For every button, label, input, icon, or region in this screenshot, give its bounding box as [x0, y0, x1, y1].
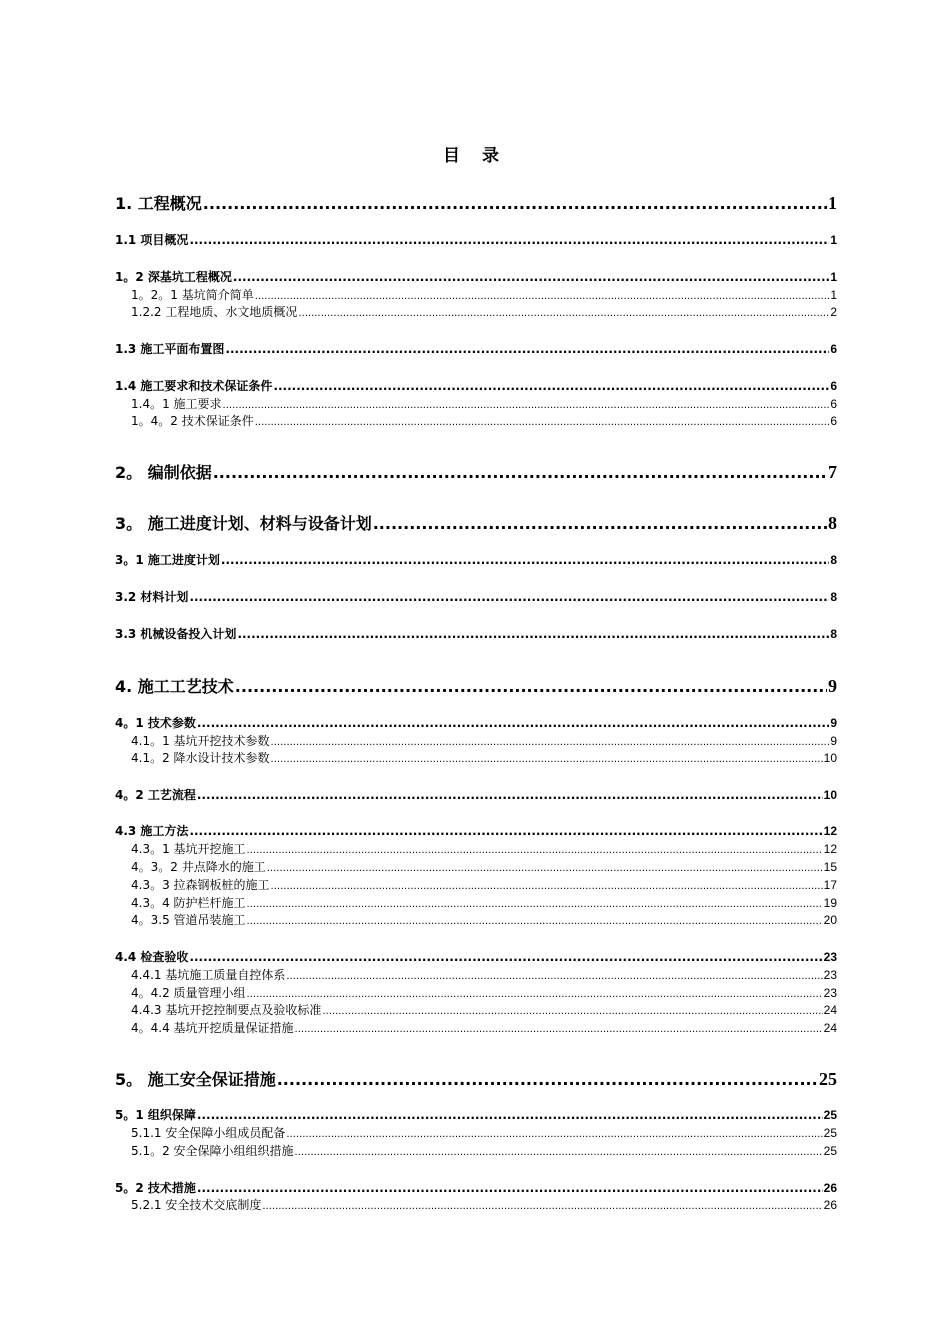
- toc-entry-level3[interactable]: [115, 985, 837, 1001]
- toc-entry-level3[interactable]: [115, 287, 837, 303]
- toc-entry-title: 1。2 深基坑工程概况: [115, 270, 232, 284]
- toc-page-number: 25: [823, 1126, 837, 1140]
- toc-page-number: 19: [823, 896, 837, 910]
- toc-entry-title: 4。3。2 井点降水的施工: [131, 860, 266, 874]
- toc-entry-title: 4。3.5 管道吊装施工: [131, 913, 246, 927]
- toc-entry-level3[interactable]: [115, 750, 837, 766]
- toc-entry-level2[interactable]: [115, 552, 837, 568]
- toc-dot-leader: [223, 396, 830, 414]
- toc-entry-level3[interactable]: [115, 912, 837, 928]
- toc-entry-title: 4。4.4 基坑开挖质量保证措施: [131, 1021, 294, 1035]
- toc-dot-leader: [262, 1197, 822, 1215]
- toc-page-number: 9: [828, 676, 837, 696]
- toc-entry-title: 5.2.1 安全技术交底制度: [131, 1198, 262, 1212]
- toc-dot-leader: [247, 841, 823, 859]
- toc-entry-level2[interactable]: [115, 1180, 837, 1196]
- toc-page-number: 15: [823, 860, 837, 874]
- toc-entry-level1[interactable]: [115, 1069, 837, 1089]
- toc-page-number: 7: [828, 462, 837, 482]
- toc-dot-leader: [197, 787, 823, 803]
- toc-dot-leader: [189, 949, 822, 965]
- toc-entry-level2[interactable]: [115, 715, 837, 731]
- toc-entry-title: 1.3 施工平面布置图: [115, 342, 225, 356]
- toc-entry-level3[interactable]: [115, 1143, 837, 1159]
- toc-entry-title: 4。4.2 质量管理小组: [131, 986, 246, 1000]
- page-title: 目 录: [443, 146, 507, 166]
- toc-dot-leader: [189, 232, 829, 248]
- toc-entry-title: 1。4。2 技术保证条件: [131, 414, 254, 428]
- toc-entry-level1[interactable]: [115, 193, 837, 213]
- toc-page-number: 6: [830, 397, 837, 411]
- toc-page-number: 2: [830, 305, 837, 319]
- toc-page-number: 10: [823, 788, 837, 802]
- toc-entry-level3[interactable]: [115, 413, 837, 429]
- toc-page-number: 26: [823, 1198, 837, 1212]
- toc-page-number: 1: [830, 288, 837, 302]
- toc-page-number: 8: [830, 553, 837, 567]
- toc-entry-level3[interactable]: [115, 859, 837, 875]
- toc-entry-title: 4.3 施工方法: [115, 824, 189, 838]
- toc-page-number: 23: [823, 950, 837, 964]
- toc-dot-leader: [286, 967, 822, 985]
- toc-page-number: 1: [828, 193, 837, 213]
- table-of-contents: [115, 0, 837, 1344]
- toc-dot-leader: [225, 341, 829, 357]
- toc-dot-leader: [203, 194, 827, 214]
- toc-entry-level3[interactable]: [115, 877, 837, 893]
- toc-page-number: 8: [828, 513, 837, 533]
- toc-entry-level3[interactable]: [115, 1002, 837, 1018]
- toc-entry-title: 1. 工程概况: [115, 194, 202, 213]
- toc-page-number: 1: [830, 233, 837, 247]
- toc-entry-level3[interactable]: [115, 1197, 837, 1213]
- toc-page-number: 10: [823, 751, 837, 765]
- toc-page-number: 24: [823, 1021, 837, 1035]
- toc-dot-leader: [271, 750, 823, 768]
- toc-entry-title: 4.3。4 防护栏杆施工: [131, 896, 246, 910]
- toc-dot-leader: [286, 1125, 822, 1143]
- toc-entry-level3[interactable]: [115, 1020, 837, 1036]
- toc-dot-leader: [295, 1020, 823, 1038]
- toc-entry-level3[interactable]: [115, 1125, 837, 1141]
- toc-entry-level2[interactable]: [115, 589, 837, 605]
- toc-dot-leader: [271, 733, 830, 751]
- toc-entry-title: 4.1。1 基坑开挖技术参数: [131, 734, 270, 748]
- toc-page-number: 25: [819, 1069, 837, 1089]
- toc-dot-leader: [277, 1070, 818, 1090]
- toc-entry-level3[interactable]: [115, 304, 837, 320]
- toc-entry-level3[interactable]: [115, 396, 837, 412]
- toc-entry-level2[interactable]: [115, 1107, 837, 1123]
- toc-entry-title: 4.4.1 基坑施工质量自控体系: [131, 968, 286, 982]
- toc-entry-title: 4。2 工艺流程: [115, 788, 196, 802]
- toc-dot-leader: [247, 985, 823, 1003]
- toc-page-number: 24: [823, 1003, 837, 1017]
- toc-dot-leader: [235, 677, 827, 697]
- toc-entry-level2[interactable]: [115, 232, 837, 248]
- toc-entry-title: 3。1 施工进度计划: [115, 553, 220, 567]
- toc-page-number: 8: [830, 590, 837, 604]
- toc-entry-title: 4.1。2 降水设计技术参数: [131, 751, 270, 765]
- toc-entry-title: 5.1.1 安全保障小组成员配备: [131, 1126, 286, 1140]
- toc-entry-title: 1.1 项目概况: [115, 233, 189, 247]
- toc-entry-level2[interactable]: [115, 269, 837, 285]
- toc-page-number: 12: [823, 824, 837, 838]
- toc-page-number: 6: [830, 414, 837, 428]
- toc-entry-level3[interactable]: [115, 895, 837, 911]
- toc-dot-leader: [273, 378, 829, 394]
- toc-entry-level2[interactable]: [115, 626, 837, 642]
- toc-page-number: 6: [830, 342, 837, 356]
- toc-dot-leader: [197, 1107, 823, 1123]
- toc-dot-leader: [295, 1143, 823, 1161]
- toc-entry-title: 3.2 材料计划: [115, 590, 189, 604]
- toc-dot-leader: [373, 514, 827, 534]
- toc-entry-title: 4.4 检查验收: [115, 950, 189, 964]
- toc-page-number: 9: [830, 734, 837, 748]
- toc-page-number: 12: [823, 842, 837, 856]
- toc-page-number: 20: [823, 913, 837, 927]
- toc-page-number: 17: [823, 878, 837, 892]
- toc-entry-title: 4。1 技术参数: [115, 716, 196, 730]
- toc-entry-title: 5。 施工安全保证措施: [115, 1070, 276, 1089]
- toc-entry-level3[interactable]: [115, 967, 837, 983]
- toc-entry-level1[interactable]: [115, 462, 837, 482]
- toc-page-number: 26: [823, 1181, 837, 1195]
- toc-entry-title: 1。2。1 基坑简介简单: [131, 288, 254, 302]
- toc-page-number: 23: [823, 968, 837, 982]
- toc-page-number: 25: [823, 1144, 837, 1158]
- toc-entry-title: 4.3。1 基坑开挖施工: [131, 842, 246, 856]
- toc-page-number: 8: [830, 627, 837, 641]
- toc-dot-leader: [255, 413, 830, 431]
- toc-entry-level2[interactable]: [115, 787, 837, 803]
- toc-dot-leader: [221, 552, 829, 568]
- toc-dot-leader: [213, 463, 827, 483]
- toc-dot-leader: [247, 912, 823, 930]
- toc-dot-leader: [189, 823, 822, 839]
- toc-entry-level1[interactable]: [115, 676, 837, 696]
- toc-page-number: 6: [830, 379, 837, 393]
- toc-dot-leader: [197, 1180, 823, 1196]
- toc-page-number: 1: [830, 270, 837, 284]
- toc-entry-title: 3.3 机械设备投入计划: [115, 627, 237, 641]
- toc-entry-title: 1.4。1 施工要求: [131, 397, 222, 411]
- toc-dot-leader: [255, 287, 830, 305]
- toc-entry-level3[interactable]: [115, 733, 837, 749]
- toc-dot-leader: [233, 269, 829, 285]
- toc-dot-leader: [271, 877, 823, 895]
- toc-entry-level2[interactable]: [115, 823, 837, 839]
- toc-entry-title: 5.1。2 安全保障小组组织措施: [131, 1144, 294, 1158]
- toc-entry-title: 2。 编制依据: [115, 463, 212, 482]
- toc-dot-leader: [197, 715, 829, 731]
- toc-dot-leader: [298, 304, 829, 322]
- toc-page-number: 25: [823, 1108, 837, 1122]
- toc-entry-title: 1.4 施工要求和技术保证条件: [115, 379, 273, 393]
- toc-entry-title: 4.3。3 拉森钢板桩的施工: [131, 878, 270, 892]
- toc-entry-title: 1.2.2 工程地质、水文地质概况: [131, 305, 298, 319]
- toc-page-number: 9: [830, 716, 837, 730]
- toc-dot-leader: [189, 589, 829, 605]
- toc-entry-title: 4. 施工工艺技术: [115, 677, 234, 696]
- toc-dot-leader: [267, 859, 823, 877]
- toc-entry-level2[interactable]: [115, 378, 837, 394]
- toc-entry-level3[interactable]: [115, 841, 837, 857]
- toc-entry-title: 5。1 组织保障: [115, 1108, 196, 1122]
- toc-page-number: 23: [823, 986, 837, 1000]
- toc-entry-title: 4.4.3 基坑开挖控制要点及验收标准: [131, 1003, 322, 1017]
- toc-entry-title: 3。 施工进度计划、材料与设备计划: [115, 514, 372, 533]
- toc-entry-title: 5。2 技术措施: [115, 1181, 196, 1195]
- toc-dot-leader: [237, 626, 829, 642]
- toc-entry-level2[interactable]: [115, 341, 837, 357]
- toc-entry-level2[interactable]: [115, 949, 837, 965]
- toc-entry-level1[interactable]: [115, 513, 837, 533]
- toc-dot-leader: [247, 895, 823, 913]
- toc-dot-leader: [322, 1002, 822, 1020]
